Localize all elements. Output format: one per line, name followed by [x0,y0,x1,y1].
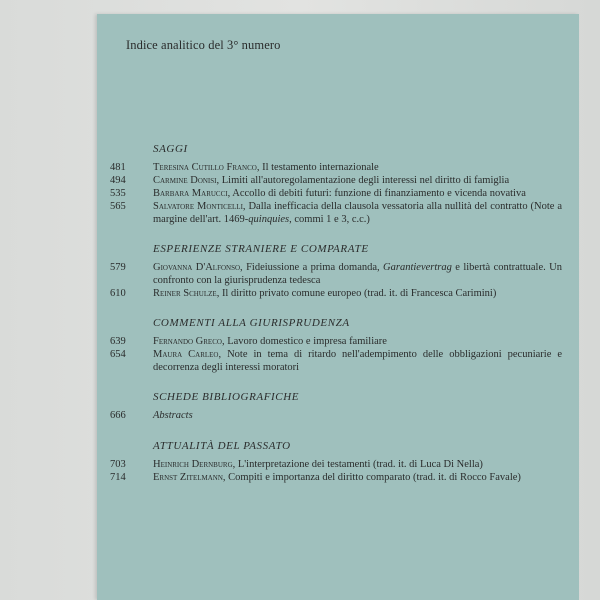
entry-title: Note in tema di ritardo nell'adempimento delle obbligazioni pecuniarie e decorrenza degli interessi moratori [153,349,562,373]
index-entry: 714 Ernst Zitelmann, Compiti e importanza del diritto comparato (trad. it. di Rocco Favale) [110,471,521,483]
index-entry: 494 Carmine Donisi, Limiti all'autoregolamentazione degli interessi nel diritto di famiglia [110,175,510,186]
section-schede [110,391,562,423]
index-entry: 610 Reiner Schulze, Il diritto privato comune europeo (trad. it. di Francesca Carimini) [110,287,497,299]
page-number: 610 [110,287,126,299]
entry-title: L'interpretazione dei testamenti (trad. it. di Luca Di Nella) [237,458,483,470]
entry-title-italic: Abstracts [153,410,193,421]
entry-title: Accollo di debiti futuri: funzione di finanziamento e vicenda novativa [232,188,526,199]
page-number: 654 [110,349,126,360]
author-name: Ernst Zitelmann [153,471,223,483]
index-entry: 565 Salvatore Monticelli, Dalla inefficacia della clausola vessatoria alla nullità del contratto (Note a margine dell'art. 1469-quinquies, commi 1 e 3, c.c.) [110,201,562,225]
author-name: Heinrich Dernburg [153,458,233,470]
section-title: SCHEDE BIBLIOGRAFICHE [153,391,300,403]
author-name: Teresina Cutillo Franco [153,162,257,173]
author-name: Reiner Schulze [153,287,217,299]
index-entry: 579 Giovanna D'Alfonso, Fideiussione a prima domanda, Garantievertrag e libertà contrattuale. Un confronto con la giurisprudenza tedesca [110,262,562,286]
author-name: Maura Carleo [153,349,219,360]
entry-title-tail: , commi 1 e 3, c.c.) [289,213,370,225]
page-number: 494 [110,175,126,186]
section-saggi [110,143,562,226]
author-name: Giovanna D'Alfonso [153,262,241,273]
author-name: Fernando Greco [153,336,222,347]
page-number: 535 [110,188,126,199]
page-number: 666 [110,410,126,421]
entry-title: Fideiussione a prima domanda, [246,262,384,273]
entry-title: Limiti all'autoregolamentazione degli interessi nel diritto di famiglia [221,175,510,186]
page-number: 714 [110,471,126,483]
entry-title-italic: quinquies [248,213,290,225]
section-commenti [110,317,562,374]
entry-title: Il testamento internazionale [262,162,379,173]
index-entry [110,410,562,423]
page-number: 703 [110,458,126,470]
section-title: SAGGI [153,143,188,155]
section-esperienze [110,243,562,300]
index-entry: 639 Fernando Greco, Lavoro domestico e impresa familiare [110,336,387,347]
entry-title: Il diritto privato comune europeo (trad. it. di Francesca Carimini) [221,287,497,299]
index-content [110,143,562,501]
entry-title-italic: Garantievertrag [383,262,452,273]
page-number: 639 [110,336,126,347]
entry-title: Compiti e importanza del diritto comparato (trad. it. di Rocco Favale) [228,471,521,483]
author-name: Barbara Marucci [153,188,228,199]
author-name: Salvatore Monticelli [153,201,243,212]
section-title: COMMENTI ALLA GIURISPRUDENZA [153,317,350,329]
author-name: Carmine Donisi [153,175,217,186]
page-number: 579 [110,262,126,273]
index-entry: 703 Heinrich Dernburg, L'interpretazione dei testamenti (trad. it. di Luca Di Nella) [110,458,483,470]
index-entry: 654 Maura Carleo, Note in tema di ritardo nell'adempimento delle obbligazioni pecuniarie e decorrenza degli interessi moratori [110,349,562,373]
entry-title: Dalla inefficacia della clausola vessatoria alla nullità del contratto (Note a margine dell'art. 1469- [153,201,562,225]
entry-title-tail: e libertà contrattuale. Un confronto con la giurisprudenza tedesca [153,262,562,286]
section-title: ESPERIENZE STRANIERE E COMPARATE [153,243,369,255]
entry-title: Lavoro domestico e impresa familiare [227,336,387,347]
index-entry: 535 Barbara Marucci, Accollo di debiti futuri: funzione di finanziamento e vicenda novativa [110,188,526,199]
index-entry: 481 Teresina Cutillo Franco, Il testamento internazionale [110,162,379,173]
section-attualita [110,440,562,485]
page-header: Indice analitico del 3° numero [126,38,281,52]
page-number: 481 [110,162,126,173]
section-title: ATTUALITÀ DEL PASSATO [153,439,291,452]
page-number: 565 [110,201,126,212]
